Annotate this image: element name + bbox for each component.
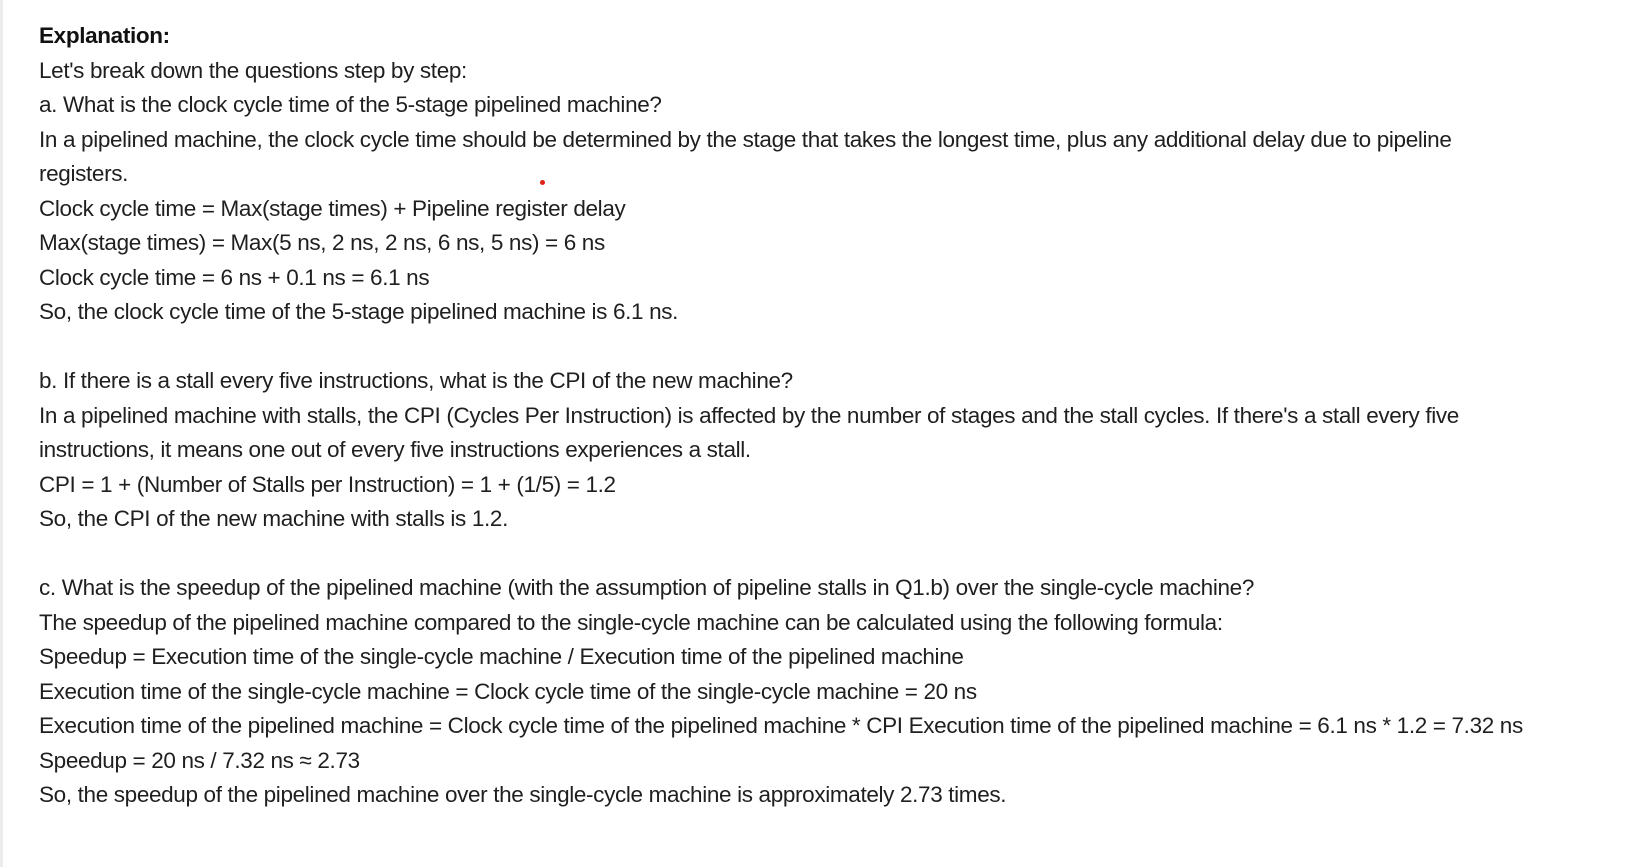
part-c-conclusion: So, the speedup of the pipelined machine over the single-cycle machine is approximately 2.73 times. [39,782,1007,807]
section-spacer [39,537,1629,572]
left-border [0,0,3,867]
part-a-formula-3: Clock cycle time = 6 ns + 0.1 ns = 6.1 ns [39,264,430,290]
part-c-formula-2: Execution time of the single-cycle machine = Clock cycle time of the single-cycle machine = 20 ns [39,678,977,704]
part-c-formula-1: Speedup = Execution time of the single-cycle machine / Execution time of the pipelined machine [39,644,964,669]
part-a-body: In a pipelined machine, the clock cycle time should be determined by the stage that takes the longest time, plus any additional delay due to pipeline registers. [39,126,1452,186]
part-b-conclusion: So, the CPI of the new machine with stalls is 1.2. [39,506,508,531]
explanation-heading: Explanation: [39,23,170,48]
part-a-formula-2: Max(stage times) = Max(5 ns, 2 ns, 2 ns, 6 ns, 5 ns) = 6 ns [39,230,605,255]
explanation-content [39,19,1629,813]
part-c-question: c. What is the speedup of the pipelined machine (with the assumption of pipeline stalls in Q1.b) over the single-cycle machine? [39,575,1254,600]
part-b-body: In a pipelined machine with stalls, the CPI (Cycles Per Instruction) is affected by the number of stages and the stall cycles. If there's a stall every five instructions, it means one out of every five instructions experiences a stall. [39,402,1459,462]
part-a-formula-1: Clock cycle time = Max(stage times) + Pipeline register delay [39,195,626,221]
part-b-formula-1: CPI = 1 + (Number of Stalls per Instruction) = 1 + (1/5) = 1.2 [39,471,616,497]
part-a-question: a. What is the clock cycle time of the 5-stage pipelined machine? [39,92,662,117]
intro-text: Let's break down the questions step by step: [39,57,467,83]
part-c-formula-3: Execution time of the pipelined machine = Clock cycle time of the pipelined machine * CPI Execution time of the pipelined machine = 6.1 ns * 1.2 = 7.32 ns [39,713,1523,738]
part-b-question: b. If there is a stall every five instructions, what is the CPI of the new machine? [39,368,793,393]
part-c-formula-4: Speedup = 20 ns / 7.32 ns ≈ 2.73 [39,747,360,773]
part-a-conclusion: So, the clock cycle time of the 5-stage pipelined machine is 6.1 ns. [39,299,679,324]
section-spacer [39,330,1629,365]
part-c-body: The speedup of the pipelined machine compared to the single-cycle machine can be calculated using the following formula: [39,609,1223,635]
